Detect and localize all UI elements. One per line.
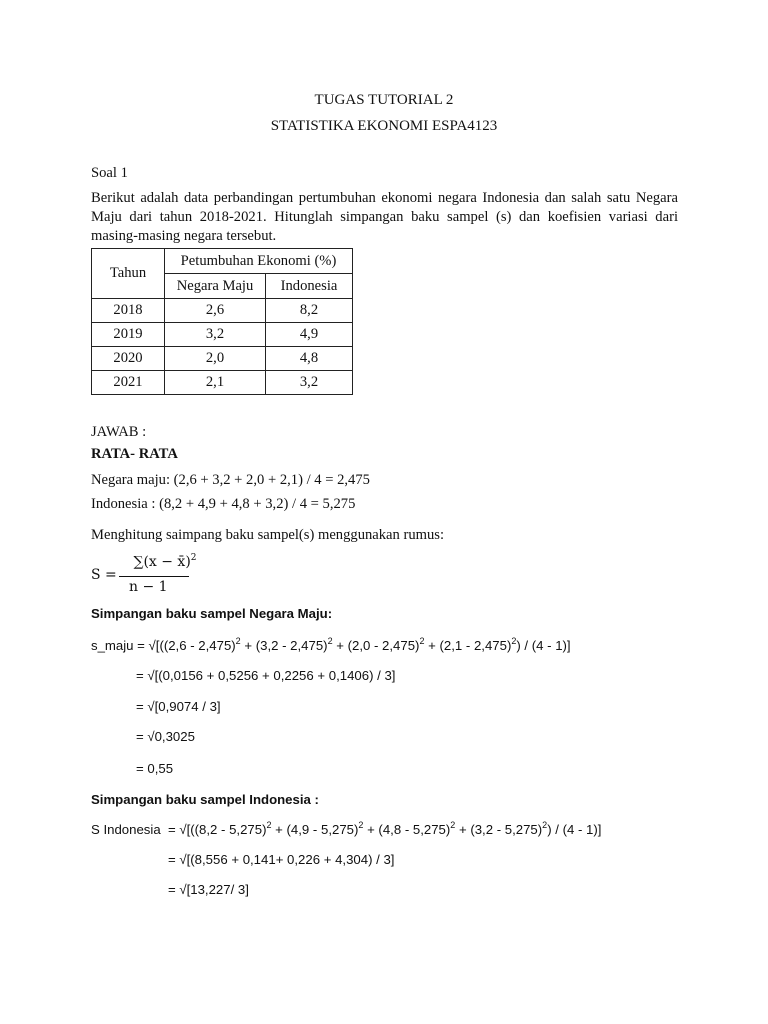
table-row (92, 371, 353, 395)
cell-indo: 8,2 (266, 299, 353, 323)
indo-calc-line-2: = √[(8,556 + 0,141+ 0,226 + 4,304) / 3] (168, 852, 395, 867)
jawab-label: JAWAB : (91, 424, 147, 440)
header-indonesia: Indonesia (266, 274, 353, 299)
indo-calc-label: S Indonesia (91, 822, 161, 837)
document-title: TUGAS TUTORIAL 2 (314, 92, 454, 108)
table-row (92, 347, 353, 371)
formula-denominator: n − 1 (129, 579, 168, 595)
negara-maju-mean: Negara maju: (2,6 + 3,2 + 2,0 + 2,1) / 4 = 2,475 (91, 472, 370, 488)
cell-indo: 4,8 (266, 347, 353, 371)
fraction-bar (119, 576, 189, 577)
question-line-1: Berikut adalah data perbandingan pertumbuhan ekonomi negara Indonesia dan salah satu Negara (91, 190, 678, 206)
formula-numerator: ∑(x − x̄)$^2$ (133, 553, 197, 570)
maju-calc-line-3: = √[0,9074 / 3] (136, 699, 221, 714)
table-row (92, 323, 353, 347)
maju-section-heading: Simpangan baku sampel Negara Maju: (91, 606, 333, 621)
question-line-2: Maju dari tahun 2018-2021. Hitunglah simpangan baku sampel (s) dan koefisien variasi dari (91, 209, 678, 225)
cell-year: 2020 (92, 347, 165, 371)
cell-year: 2018 (92, 299, 165, 323)
maju-calc-line-2: = √[(0,0156 + 0,5256 + 0,2256 + 0,1406) / 3] (136, 668, 396, 683)
formula-intro: Menghitung saimpang baku sampel(s) menggunakan rumus: (91, 527, 445, 543)
header-negara-maju: Negara Maju (165, 274, 266, 299)
question-paragraph (91, 189, 678, 246)
cell-indo: 3,2 (266, 371, 353, 395)
cell-maju: 3,2 (165, 323, 266, 347)
indo-calc-line-3: = √[13,227/ 3] (168, 882, 249, 897)
cell-maju: 2,1 (165, 371, 266, 395)
std-dev-formula (91, 554, 211, 598)
document-subtitle: STATISTIKA EKONOMI ESPA4123 (270, 118, 498, 134)
maju-calc-line-5: = 0,55 (136, 761, 174, 776)
question-line-3: masing-masing negara tersebut. (91, 228, 277, 244)
formula-lhs: S = (91, 567, 117, 583)
cell-maju: 2,0 (165, 347, 266, 371)
cell-maju: 2,6 (165, 299, 266, 323)
maju-calc-line-1: s_maju = √[((2,6 - 2,475)$^2$ + (3,2 - 2,475)$^2$ + (2,0 - 2,475)$^2$ + (2,1 - 2,475)$^2$) / (4 - 1)] (91, 636, 571, 653)
growth-table (91, 248, 353, 395)
header-year: Tahun (92, 249, 165, 299)
rata-rata-heading: RATA- RATA (91, 446, 178, 462)
cell-year: 2021 (92, 371, 165, 395)
indo-calc-line-1: = √[((8,2 - 5,275)$^2$ + (4,9 - 5,275)$^2$ + (4,8 - 5,275)$^2$ + (3,2 - 5,275)$^2$) / (4 - 1)] (168, 820, 602, 837)
indo-section-heading: Simpangan baku sampel Indonesia : (91, 792, 319, 807)
header-growth-group: Petumbuhan Ekonomi (%) (165, 249, 353, 274)
indonesia-mean: Indonesia : (8,2 + 4,9 + 4,8 + 3,2) / 4 = 5,275 (91, 496, 356, 512)
table-row (92, 299, 353, 323)
cell-indo: 4,9 (266, 323, 353, 347)
cell-year: 2019 (92, 323, 165, 347)
question-heading: Soal 1 (91, 165, 128, 181)
maju-calc-line-4: = √0,3025 (136, 729, 195, 744)
